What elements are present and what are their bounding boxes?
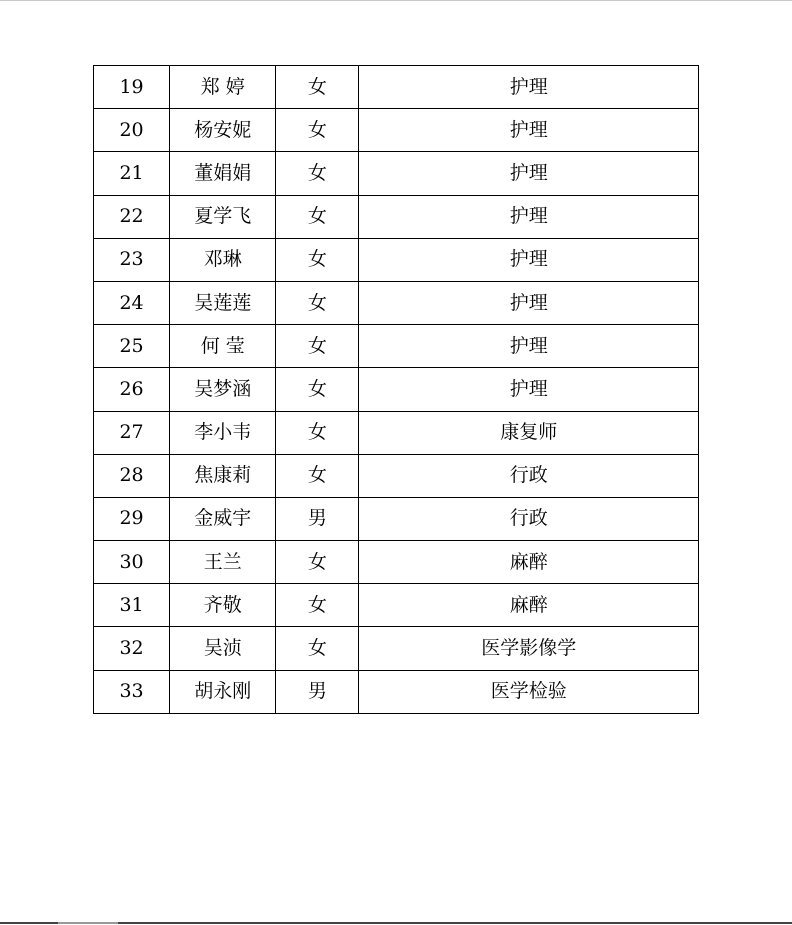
- roster-table-body: [94, 66, 699, 714]
- gender-cell: 女: [276, 411, 359, 454]
- gender-cell: 女: [276, 325, 359, 368]
- gender-cell: 女: [276, 66, 359, 109]
- department-cell: 护理: [359, 152, 699, 195]
- table-row: [94, 670, 699, 713]
- department-cell: 护理: [359, 66, 699, 109]
- row-number-cell: 21: [94, 152, 170, 195]
- row-number-cell: 24: [94, 281, 170, 324]
- name-cell: 吴浈: [170, 627, 276, 670]
- gender-cell: 女: [276, 627, 359, 670]
- gender-cell: 女: [276, 195, 359, 238]
- table-row: [94, 368, 699, 411]
- department-cell: 麻醉: [359, 584, 699, 627]
- gender-cell: 女: [276, 281, 359, 324]
- row-number-cell: 20: [94, 109, 170, 152]
- row-number-cell: 23: [94, 238, 170, 281]
- name-cell: 邓琳: [170, 238, 276, 281]
- department-cell: 麻醉: [359, 541, 699, 584]
- department-cell: 护理: [359, 238, 699, 281]
- department-cell: 康复师: [359, 411, 699, 454]
- department-cell: 行政: [359, 454, 699, 497]
- table-row: [94, 497, 699, 540]
- row-number-cell: 32: [94, 627, 170, 670]
- name-cell: 董娟娟: [170, 152, 276, 195]
- department-cell: 行政: [359, 497, 699, 540]
- department-cell: 医学影像学: [359, 627, 699, 670]
- name-cell: 杨安妮: [170, 109, 276, 152]
- department-cell: 医学检验: [359, 670, 699, 713]
- gender-cell: 女: [276, 238, 359, 281]
- table-row: [94, 152, 699, 195]
- row-number-cell: 25: [94, 325, 170, 368]
- name-cell: 夏学飞: [170, 195, 276, 238]
- row-number-cell: 33: [94, 670, 170, 713]
- table-row: [94, 281, 699, 324]
- department-cell: 护理: [359, 368, 699, 411]
- table-row: [94, 109, 699, 152]
- table-row: [94, 627, 699, 670]
- department-cell: 护理: [359, 325, 699, 368]
- name-cell: 金威宇: [170, 497, 276, 540]
- name-cell: 李小韦: [170, 411, 276, 454]
- name-cell: 王兰: [170, 541, 276, 584]
- row-number-cell: 22: [94, 195, 170, 238]
- page-bottom-border-segment: [58, 922, 118, 924]
- gender-cell: 女: [276, 584, 359, 627]
- table-row: [94, 411, 699, 454]
- page-bottom-border: [0, 922, 792, 924]
- department-cell: 护理: [359, 109, 699, 152]
- gender-cell: 女: [276, 454, 359, 497]
- staff-roster-table: [93, 65, 699, 714]
- table-row: [94, 454, 699, 497]
- name-cell: 郑 婷: [170, 66, 276, 109]
- name-cell: 齐敬: [170, 584, 276, 627]
- table-row: [94, 238, 699, 281]
- row-number-cell: 26: [94, 368, 170, 411]
- name-cell: 何 莹: [170, 325, 276, 368]
- row-number-cell: 28: [94, 454, 170, 497]
- department-cell: 护理: [359, 195, 699, 238]
- name-cell: 胡永刚: [170, 670, 276, 713]
- gender-cell: 女: [276, 541, 359, 584]
- table-row: [94, 195, 699, 238]
- row-number-cell: 27: [94, 411, 170, 454]
- page-top-border: [0, 0, 792, 1]
- row-number-cell: 30: [94, 541, 170, 584]
- gender-cell: 男: [276, 497, 359, 540]
- gender-cell: 男: [276, 670, 359, 713]
- gender-cell: 女: [276, 368, 359, 411]
- name-cell: 吴莲莲: [170, 281, 276, 324]
- row-number-cell: 29: [94, 497, 170, 540]
- gender-cell: 女: [276, 152, 359, 195]
- name-cell: 吴梦涵: [170, 368, 276, 411]
- table-row: [94, 584, 699, 627]
- department-cell: 护理: [359, 281, 699, 324]
- table-row: [94, 541, 699, 584]
- name-cell: 焦康莉: [170, 454, 276, 497]
- table-row: [94, 325, 699, 368]
- row-number-cell: 19: [94, 66, 170, 109]
- row-number-cell: 31: [94, 584, 170, 627]
- gender-cell: 女: [276, 109, 359, 152]
- table-row: [94, 66, 699, 109]
